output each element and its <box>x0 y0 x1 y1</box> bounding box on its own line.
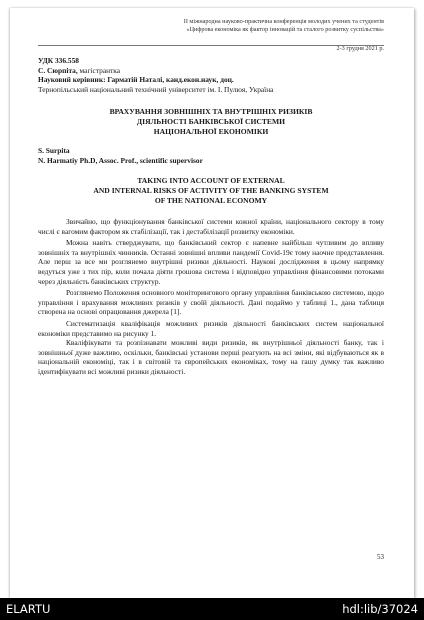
footer-bar <box>0 598 424 620</box>
page-number: 53 <box>377 553 384 561</box>
title-line: TAKING INTO ACCOUNT OF EXTERNAL <box>137 176 285 185</box>
paragraph: Кваліфікувати та розпізнавати можливі види ризиків, як внутрішньої діяльності банку, так і зовнішньої дуже важливо, оскільки, банківські установи перші реагують на всі зміни, які відбуваються як в національній економіці, так і в світовій та європейських економіках, тому на гашу думку так важливо ідентифікувати всі можливі ризики діяльності. <box>38 338 384 376</box>
title-line: ВРАХУВАННЯ ЗОВНІШНІХ ТА ВНУТРІШНІХ РИЗИКІВ <box>109 107 313 116</box>
supervisor-label: Науковий керівник: <box>38 75 106 85</box>
title-line: НАЦІОНАЛЬНОЇ ЕКОНОМІКИ <box>153 127 269 136</box>
title-english <box>38 176 384 206</box>
supervisor-name: Гарматій Наталі, канд.екон.наук, доц. <box>105 75 234 85</box>
footer-repository-name: ELARTU <box>6 602 51 616</box>
header-line: «Цифрова економіка як фактор інновацій та сталого розвитку суспільства» <box>186 26 384 34</box>
paragraph: Розглянемо Положення основного моніторингового органу управління банківською системою, щодо управління і врахування можливих ризиків у своїй діяльності. Дані подаймо у таблиці 1., дана таблиця створена на основі опрацювання джерела [1]. <box>38 288 384 317</box>
author-line <box>38 66 384 76</box>
paragraph: Можна навіть стверджувати, що банківський сектор є напевне найбільш чутливим до впливу зовнішніх та внутрішніх чинників. Останні зовнішні впливи пандемії Covid-19є тому наочне представлення. Але перш за все ми розглянемо внутрішні ризики діяльності. Наукові дослідження в цьому напрямку ведуться уже з тих пір, коли почала діяти грошова система і відповідно управління фінансовими потоками через діяльність банківських структур. <box>38 238 384 286</box>
author-block <box>38 56 384 94</box>
footer-handle: hdl:lib/37024 <box>342 602 418 616</box>
affiliation: Тернопільський національний технічний університет ім. І. Пулюя, Україна <box>38 84 274 94</box>
title-line: AND INTERNAL RISKS OF ACTIVITY OF THE BANKING SYSTEM <box>93 186 329 195</box>
title-line: OF THE NATIONAL ECONOMY <box>154 196 268 205</box>
header-rule <box>38 45 384 46</box>
author-block-en <box>38 146 384 165</box>
author-name-en: S. Surpita <box>38 146 70 155</box>
author-role: магістрантка <box>77 65 121 75</box>
supervisor-line <box>38 75 384 85</box>
udk-code: УДК 336.558 <box>38 56 79 65</box>
conference-date: 2-3 грудня 2021 р. <box>336 45 384 52</box>
paragraph: Систематизація кваліфікація можливих ризиків діяльності банківських систем національної економіки представимо на рисунку 1. <box>38 318 384 338</box>
title-line: ДІЯЛЬНОСТІ БАНКІВСЬКОЇ СИСТЕМИ <box>136 117 286 126</box>
supervisor-en: N. Harmatiy Ph.D, Assoc. Prof., scientific supervisor <box>38 155 203 165</box>
title-ukrainian <box>38 107 384 137</box>
conference-header <box>184 18 384 35</box>
author-name: С. Сюрпіта, <box>38 65 78 75</box>
body-text <box>38 217 384 377</box>
header-line: II міжнародна науково-практична конференція молодих учених та студентів <box>183 18 384 25</box>
paragraph: Звичайно, що функціонування банківської системи кожної країни, національного сектору в тому числі є вагомим фактором як стабілізації, так і дестабілізації розвитку економіки. <box>38 217 384 236</box>
